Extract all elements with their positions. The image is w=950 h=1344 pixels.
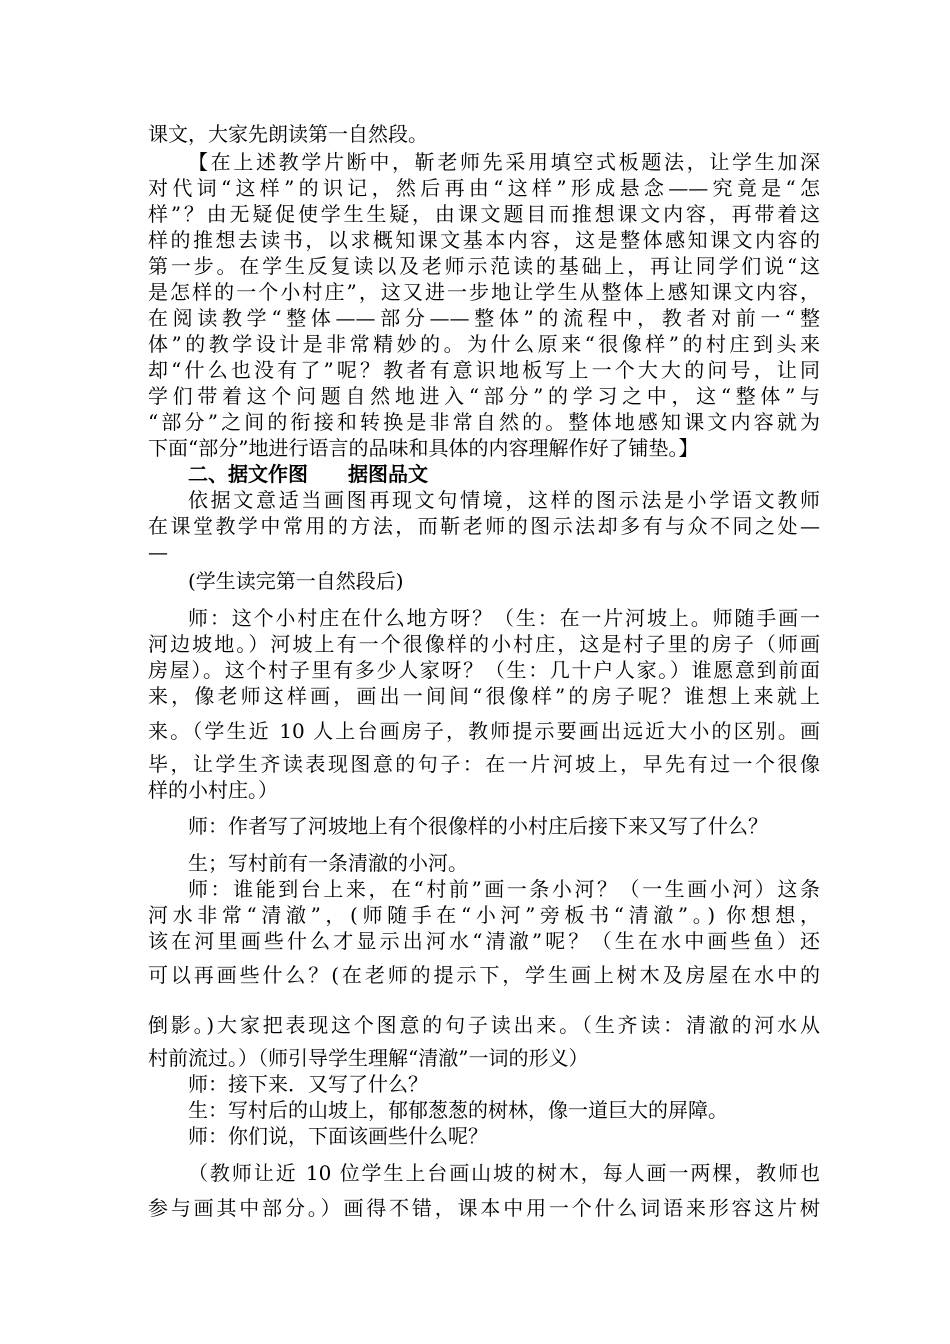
- section-heading: 二、据文作图 据图品文: [188, 462, 428, 486]
- text-line: 在阅读教学“整体——部分——整体”的流程中，教者对前一“整: [148, 306, 820, 330]
- text-line: 学们带着这个问题自然地进入“部分”的学习之中，这“整体”与: [148, 384, 820, 408]
- text-line: 生：写村后的山坡上，郁郁葱葱的树林，像一道巨大的屏障。: [188, 1098, 728, 1122]
- text-line: 在课堂教学中常用的方法，而靳老师的图示法却多有与众不同之处—: [148, 514, 820, 538]
- text-line: 却“什么也没有了”呢？教者有意识地板写上一个大大的问号，让同: [148, 358, 820, 382]
- text-line: 生；写村前有一条清澈的小河。: [188, 851, 468, 875]
- text-line: (学生读完第一自然段后): [188, 569, 404, 593]
- text-line: 参与画其中部分。）画得不错，课本中用一个什么词语来形容这片树: [148, 1196, 820, 1220]
- text-line: 师：作者写了河坡地上有个很像样的小村庄后接下来又写了什么？: [188, 814, 768, 838]
- text-line: 【在上述教学片断中，靳老师先采用填空式板题法，让学生加深: [188, 150, 820, 174]
- text-line: 房屋）。这个村子里有多少人家呀？（生：几十户人家。）谁愿意到前面: [148, 658, 820, 682]
- text-line: 体”的教学设计是非常精妙的。为什么原来“很像样”的村庄到头来: [148, 332, 820, 356]
- text-line: 课文，大家先朗读第一自然段。: [148, 122, 428, 146]
- text-line: 样的小村庄。）: [148, 778, 278, 802]
- text-line: 样”？由无疑促使学生生疑，由课文题目而推想课文内容，再带着这: [148, 202, 820, 226]
- text-line: 师：你们说，下面该画些什么呢？: [188, 1124, 488, 1148]
- text-line: 该在河里画些什么才显示出河水“清澈”呢？（生在水中画些鱼）还: [148, 929, 820, 953]
- text-line: 来，像老师这样画，画出一间间“很像样”的房子呢？谁想上来就上: [148, 684, 820, 708]
- text-line: 来。（学生近 10 人上台画房子，教师提示要画出远近大小的区别。画: [148, 719, 820, 743]
- text-line: 师：谁能到台上来，在“村前”画一条小河？（一生画小河）这条: [188, 877, 820, 901]
- text-line: 师：这个小村庄在什么地方呀？（生：在一片河坡上。师随手画一: [188, 606, 820, 630]
- text-line: 第一步。在学生反复读以及老师示范读的基础上，再让同学们说“这: [148, 254, 820, 278]
- text-line: 河水非常“清澈”，(师随手在“小河”旁板书“清澈”。) 你想想，: [148, 903, 820, 927]
- text-line: 对代词“这样”的识记，然后再由“这样”形成悬念——究竟是“怎: [148, 176, 820, 200]
- text-line: 下面“部分”地进行语言的品味和具体的内容理解作好了铺垫。】: [148, 436, 699, 460]
- text-line: 样的推想去读书，以求概知课文基本内容，这是整体感知课文内容的: [148, 228, 820, 252]
- text-line: 可以再画些什么？(在老师的提示下，学生画上树木及房屋在水中的: [148, 963, 820, 987]
- text-line: （教师让近 10 位学生上台画山坡的树木，每人画一两棵，教师也: [188, 1161, 820, 1185]
- text-line: 倒影。)大家把表现这个图意的句子读出来。（生齐读：清澈的河水从: [148, 1013, 820, 1037]
- text-line: 河边坡地。）河坡上有一个很像样的小村庄，这是村子里的房子（师画: [148, 632, 820, 656]
- text-line: 师：接下来．又写了什么？: [188, 1072, 428, 1096]
- text-line: 是怎样的一个小村庄”，这又进一步地让学生从整体上感知课文内容，: [148, 280, 820, 304]
- text-line: “部分”之间的衔接和转换是非常自然的。整体地感知课文内容就为: [148, 410, 820, 434]
- text-line: 毕，让学生齐读表现图意的句子：在一片河坡上，早先有过一个很像: [148, 752, 820, 776]
- text-line: —: [148, 540, 168, 564]
- text-line: 依据文意适当画图再现文句情境，这样的图示法是小学语文教师: [188, 488, 820, 512]
- text-line: 村前流过。）（师引导学生理解“清澈”一词的形义）: [148, 1046, 589, 1070]
